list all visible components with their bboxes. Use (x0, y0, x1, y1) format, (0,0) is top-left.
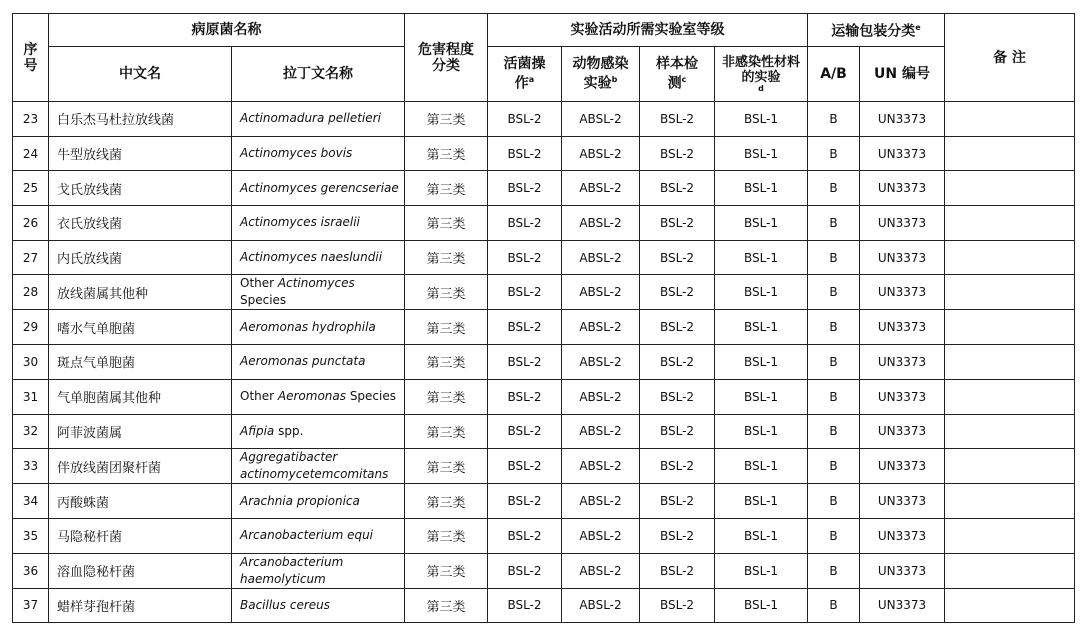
transport-ab: B (808, 588, 860, 623)
hazard-level: 第三类 (405, 240, 488, 275)
live-culture-level: BSL-2 (488, 310, 562, 345)
chinese-name: 放线菌属其他种 (49, 275, 232, 310)
table-row (13, 310, 1075, 345)
non-infectious-level: BSL-1 (715, 206, 808, 241)
header-hazard-level: 危害程度分类 (405, 14, 488, 102)
table-row (13, 414, 1075, 449)
animal-infection-label: 动物感染实验 (572, 56, 629, 92)
non-infectious-level: BSL-1 (715, 240, 808, 275)
latin-name (232, 275, 405, 310)
transport-ab: B (808, 379, 860, 414)
animal-infection-level: ABSL-2 (562, 275, 640, 310)
animal-infection-level: ABSL-2 (562, 484, 640, 519)
un-number: UN3373 (860, 171, 945, 206)
sample-testing-level: BSL-2 (640, 379, 715, 414)
header-seq: 序号 (13, 14, 49, 102)
un-number: UN3373 (860, 345, 945, 380)
latin-name-part: Actinomyces (277, 276, 355, 291)
transport-ab: B (808, 553, 860, 588)
header-animal-infection (562, 47, 640, 102)
table-row (13, 379, 1075, 414)
latin-name-part: Actinomyces israelii (240, 215, 360, 230)
hazard-level: 第三类 (405, 484, 488, 519)
header-sample-testing (640, 47, 715, 102)
header-remarks: 备 注 (945, 14, 1075, 102)
animal-infection-level: ABSL-2 (562, 449, 640, 484)
latin-name-part: Bacillus cereus (240, 597, 331, 612)
sample-testing-level: BSL-2 (640, 275, 715, 310)
header-non-infectious (715, 47, 808, 102)
hazard-level: 第三类 (405, 310, 488, 345)
latin-name-part: Aeromonas (277, 389, 346, 404)
hazard-level: 第三类 (405, 449, 488, 484)
hazard-level: 第三类 (405, 588, 488, 623)
remarks (945, 206, 1075, 241)
row-number: 29 (13, 310, 49, 345)
latin-name (232, 518, 405, 553)
non-infectious-level: BSL-1 (715, 484, 808, 519)
non-infectious-level: BSL-1 (715, 518, 808, 553)
live-culture-level: BSL-2 (488, 345, 562, 380)
latin-name (232, 206, 405, 241)
animal-infection-level: ABSL-2 (562, 310, 640, 345)
header-live-culture (488, 47, 562, 102)
sample-testing-level: BSL-2 (640, 449, 715, 484)
chinese-name: 衣氏放线菌 (49, 206, 232, 241)
header-un-number: UN 编号 (860, 47, 945, 102)
latin-name-part: Other (240, 276, 278, 291)
remarks (945, 553, 1075, 588)
latin-name-part: Afipia (240, 423, 275, 438)
non-infectious-level: BSL-1 (715, 345, 808, 380)
live-culture-level: BSL-2 (488, 379, 562, 414)
hazard-level: 第三类 (405, 518, 488, 553)
sample-testing-level: BSL-2 (640, 310, 715, 345)
chinese-name: 伴放线菌团聚杆菌 (49, 449, 232, 484)
remarks (945, 171, 1075, 206)
chinese-name: 马隐秘杆菌 (49, 518, 232, 553)
remarks (945, 588, 1075, 623)
row-number: 32 (13, 414, 49, 449)
non-infectious-level: BSL-1 (715, 171, 808, 206)
row-number: 24 (13, 136, 49, 171)
un-number: UN3373 (860, 102, 945, 137)
table-row (13, 136, 1075, 171)
sample-testing-level: BSL-2 (640, 345, 715, 380)
remarks (945, 136, 1075, 171)
remarks (945, 484, 1075, 519)
latin-name (232, 345, 405, 380)
remarks (945, 345, 1075, 380)
latin-name-part: Actinomyces bovis (240, 146, 353, 161)
latin-name-part: Actinomyces naeslundii (240, 250, 383, 265)
row-number: 23 (13, 102, 49, 137)
latin-name-part: Species (346, 389, 396, 404)
live-culture-level: BSL-2 (488, 518, 562, 553)
sample-testing-level: BSL-2 (640, 206, 715, 241)
pathogen-table (12, 13, 1075, 623)
sample-testing-label: 样本检测 (656, 56, 698, 92)
un-number: UN3373 (860, 414, 945, 449)
table-row (13, 553, 1075, 588)
chinese-name: 内氏放线菌 (49, 240, 232, 275)
remarks (945, 102, 1075, 137)
sample-testing-level: BSL-2 (640, 588, 715, 623)
row-number: 26 (13, 206, 49, 241)
table-body (13, 102, 1075, 623)
hazard-level: 第三类 (405, 136, 488, 171)
latin-name-part: Aeromonas hydrophila (240, 319, 376, 334)
row-number: 27 (13, 240, 49, 275)
row-number: 35 (13, 518, 49, 553)
latin-name (232, 240, 405, 275)
remarks (945, 414, 1075, 449)
hazard-level: 第三类 (405, 102, 488, 137)
chinese-name: 白乐杰马杜拉放线菌 (49, 102, 232, 137)
sample-testing-level: BSL-2 (640, 484, 715, 519)
header-ab: A/B (808, 47, 860, 102)
latin-name-part: Aeromonas punctata (240, 354, 366, 369)
row-number: 30 (13, 345, 49, 380)
non-infectious-level: BSL-1 (715, 379, 808, 414)
non-infectious-level: BSL-1 (715, 136, 808, 171)
chinese-name: 蜡样芽孢杆菌 (49, 588, 232, 623)
remarks (945, 449, 1075, 484)
latin-name-part: Species (240, 293, 287, 308)
un-number: UN3373 (860, 553, 945, 588)
animal-infection-level: ABSL-2 (562, 345, 640, 380)
hazard-level: 第三类 (405, 414, 488, 449)
animal-infection-level: ABSL-2 (562, 553, 640, 588)
transport-ab: B (808, 206, 860, 241)
latin-name-part: Arcanobacterium equi (240, 528, 374, 543)
row-number: 31 (13, 379, 49, 414)
un-number: UN3373 (860, 588, 945, 623)
non-infectious-level: BSL-1 (715, 310, 808, 345)
hazard-level: 第三类 (405, 171, 488, 206)
sample-testing-note: c (681, 75, 687, 85)
latin-name-part: Arachnia propionica (240, 493, 360, 508)
header-chinese-name: 中文名 (49, 47, 232, 102)
latin-name (232, 171, 405, 206)
remarks (945, 310, 1075, 345)
chinese-name: 戈氏放线菌 (49, 171, 232, 206)
live-culture-level: BSL-2 (488, 171, 562, 206)
sample-testing-level: BSL-2 (640, 518, 715, 553)
row-number: 34 (13, 484, 49, 519)
table-row (13, 240, 1075, 275)
table-row (13, 275, 1075, 310)
table-row (13, 518, 1075, 553)
un-number: UN3373 (860, 275, 945, 310)
animal-infection-level: ABSL-2 (562, 379, 640, 414)
chinese-name: 丙酸蛛菌 (49, 484, 232, 519)
un-number: UN3373 (860, 379, 945, 414)
latin-name-part: Arcanobacterium haemolyticum (240, 554, 344, 586)
animal-infection-level: ABSL-2 (562, 171, 640, 206)
transport-ab: B (808, 240, 860, 275)
transport-ab: B (808, 449, 860, 484)
latin-name (232, 379, 405, 414)
sample-testing-level: BSL-2 (640, 102, 715, 137)
non-infectious-level: BSL-1 (715, 449, 808, 484)
live-culture-level: BSL-2 (488, 553, 562, 588)
live-culture-level: BSL-2 (488, 588, 562, 623)
un-number: UN3373 (860, 484, 945, 519)
chinese-name: 溶血隐秘杆菌 (49, 553, 232, 588)
animal-infection-level: ABSL-2 (562, 518, 640, 553)
chinese-name: 斑点气单胞菌 (49, 345, 232, 380)
latin-name (232, 449, 405, 484)
live-culture-level: BSL-2 (488, 206, 562, 241)
un-number: UN3373 (860, 449, 945, 484)
hazard-level: 第三类 (405, 345, 488, 380)
non-infectious-level: BSL-1 (715, 275, 808, 310)
row-number: 33 (13, 449, 49, 484)
non-infectious-note: d (758, 84, 764, 93)
live-culture-level: BSL-2 (488, 484, 562, 519)
non-infectious-level: BSL-1 (715, 414, 808, 449)
sample-testing-level: BSL-2 (640, 240, 715, 275)
non-infectious-level: BSL-1 (715, 102, 808, 137)
table-row (13, 449, 1075, 484)
row-number: 28 (13, 275, 49, 310)
header-pathogen-name: 病原菌名称 (49, 14, 405, 47)
animal-infection-level: ABSL-2 (562, 206, 640, 241)
un-number: UN3373 (860, 310, 945, 345)
live-culture-level: BSL-2 (488, 414, 562, 449)
animal-infection-level: ABSL-2 (562, 240, 640, 275)
live-culture-label: 活菌操作 (503, 56, 546, 92)
un-number: UN3373 (860, 206, 945, 241)
header-lab-level: 实验活动所需实验室等级 (488, 14, 808, 47)
table-row (13, 102, 1075, 137)
latin-name-part: spp. (274, 423, 304, 438)
remarks (945, 379, 1075, 414)
latin-name (232, 102, 405, 137)
sample-testing-level: BSL-2 (640, 414, 715, 449)
latin-name (232, 484, 405, 519)
live-culture-level: BSL-2 (488, 136, 562, 171)
row-number: 36 (13, 553, 49, 588)
latin-name-part: Aggregatibacter actinomycetemcomitans (240, 450, 389, 482)
sample-testing-level: BSL-2 (640, 553, 715, 588)
table-row (13, 484, 1075, 519)
live-culture-level: BSL-2 (488, 102, 562, 137)
transport-ab: B (808, 310, 860, 345)
transport-ab: B (808, 484, 860, 519)
transport-ab: B (808, 171, 860, 206)
non-infectious-level: BSL-1 (715, 588, 808, 623)
remarks (945, 240, 1075, 275)
latin-name-part: Other (240, 389, 278, 404)
un-number: UN3373 (860, 240, 945, 275)
header-latin-name: 拉丁文名称 (232, 47, 405, 102)
latin-name-part: Actinomadura pelletieri (240, 111, 381, 126)
latin-name (232, 553, 405, 588)
transport-ab: B (808, 102, 860, 137)
chinese-name: 牛型放线菌 (49, 136, 232, 171)
animal-infection-note: b (611, 75, 618, 85)
animal-infection-level: ABSL-2 (562, 414, 640, 449)
un-number: UN3373 (860, 518, 945, 553)
chinese-name: 阿菲波菌属 (49, 414, 232, 449)
sample-testing-level: BSL-2 (640, 136, 715, 171)
table-row (13, 588, 1075, 623)
latin-name (232, 310, 405, 345)
transport-ab: B (808, 518, 860, 553)
chinese-name: 气单胞菌属其他种 (49, 379, 232, 414)
table-row (13, 206, 1075, 241)
row-number: 25 (13, 171, 49, 206)
latin-name (232, 414, 405, 449)
non-infectious-label: 非感染性材料的实验 (721, 55, 800, 85)
animal-infection-level: ABSL-2 (562, 136, 640, 171)
table-container (12, 13, 1075, 623)
transport-ab: B (808, 345, 860, 380)
latin-name-part: Actinomyces gerencseriae (240, 180, 399, 195)
latin-name (232, 588, 405, 623)
header-transport-class (808, 14, 945, 47)
hazard-level: 第三类 (405, 206, 488, 241)
live-culture-level: BSL-2 (488, 449, 562, 484)
transport-ab: B (808, 275, 860, 310)
animal-infection-level: ABSL-2 (562, 588, 640, 623)
latin-name (232, 136, 405, 171)
transport-class-note: e (915, 23, 921, 33)
transport-class-label: 运输包装分类 (831, 23, 916, 40)
live-culture-level: BSL-2 (488, 240, 562, 275)
animal-infection-level: ABSL-2 (562, 102, 640, 137)
hazard-level: 第三类 (405, 553, 488, 588)
un-number: UN3373 (860, 136, 945, 171)
table-row (13, 345, 1075, 380)
hazard-level: 第三类 (405, 379, 488, 414)
table-row (13, 171, 1075, 206)
hazard-level: 第三类 (405, 275, 488, 310)
transport-ab: B (808, 414, 860, 449)
transport-ab: B (808, 136, 860, 171)
live-culture-level: BSL-2 (488, 275, 562, 310)
live-culture-note: a (528, 75, 535, 85)
remarks (945, 275, 1075, 310)
row-number: 37 (13, 588, 49, 623)
remarks (945, 518, 1075, 553)
sample-testing-level: BSL-2 (640, 171, 715, 206)
chinese-name: 嗜水气单胞菌 (49, 310, 232, 345)
non-infectious-level: BSL-1 (715, 553, 808, 588)
